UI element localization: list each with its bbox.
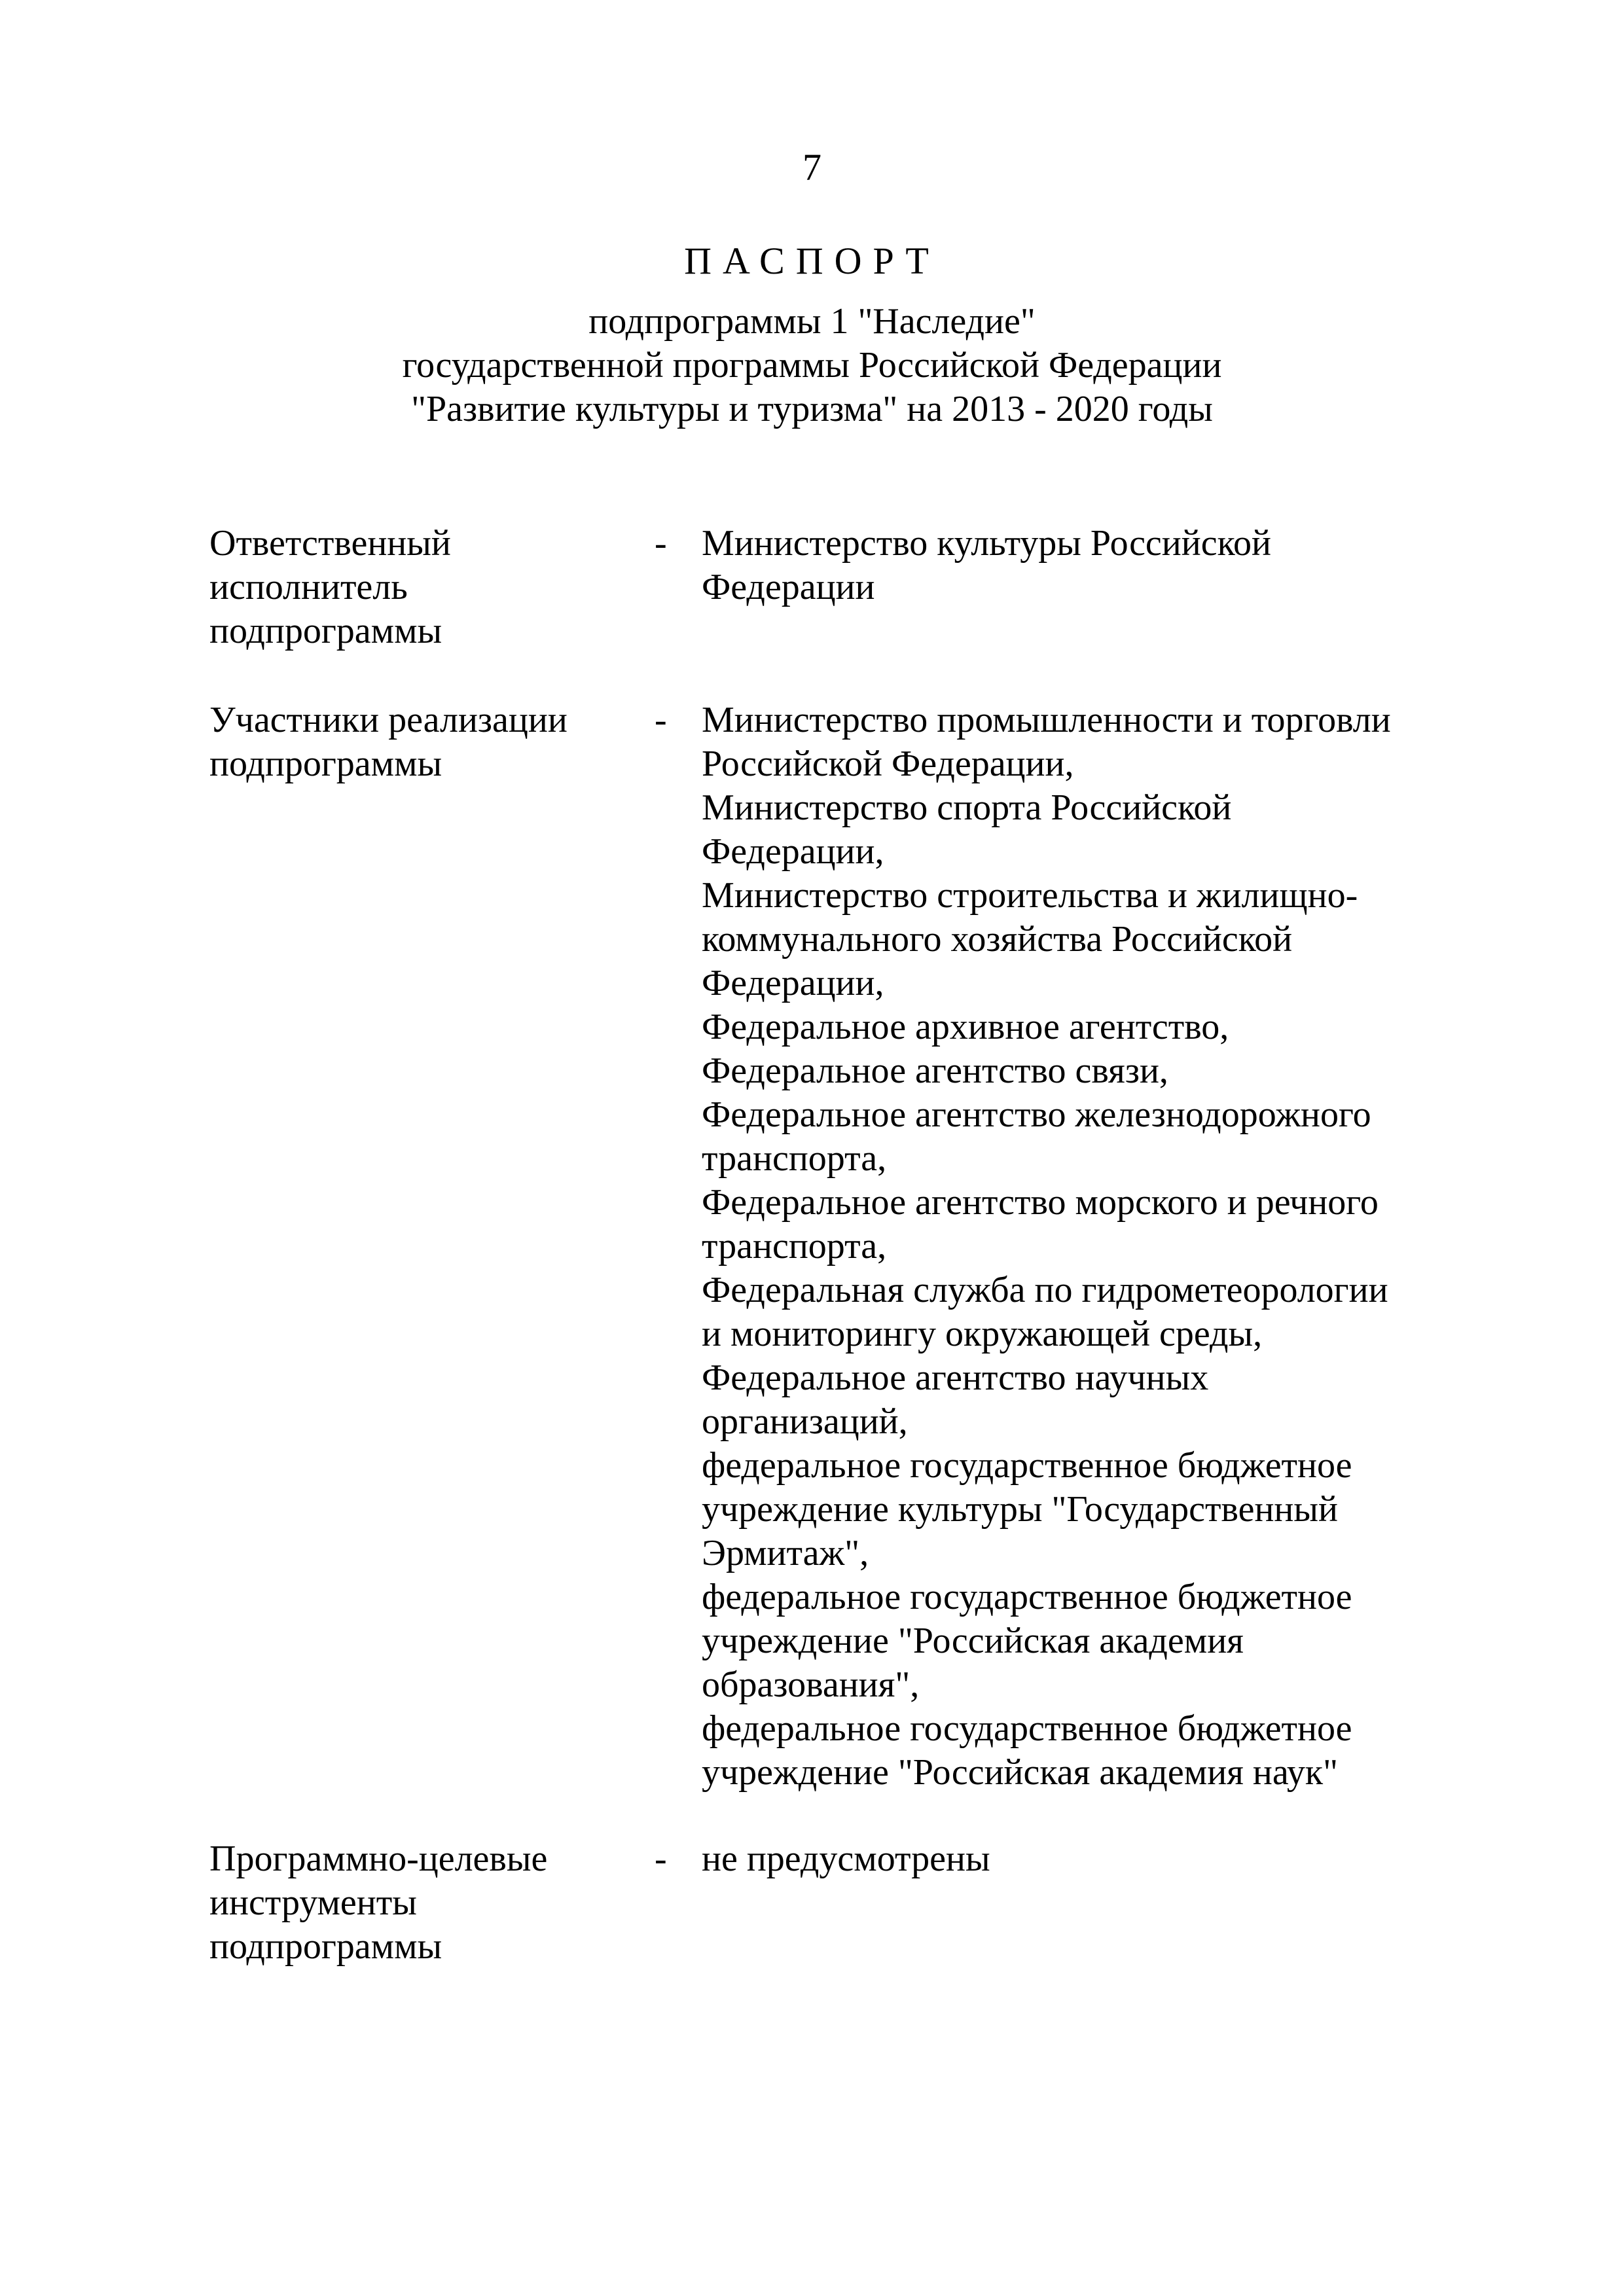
row-dash: - — [655, 523, 667, 564]
row-responsible-executor — [209, 522, 1440, 698]
row-dash: - — [655, 1839, 667, 1879]
value-line: Министерство спорта Российской — [702, 787, 1232, 828]
label-line: подпрограммы — [209, 744, 442, 784]
row-label — [209, 1837, 628, 1969]
value-line: учреждение "Российская академия — [702, 1621, 1244, 1661]
row-label — [209, 698, 628, 786]
subtitle-line: "Развитие культуры и туризма" на 2013 - 2020 годы — [411, 389, 1213, 429]
value-line: Федеральная служба по гидрометеорологии — [702, 1270, 1388, 1310]
label-line: исполнитель — [209, 567, 408, 607]
document-subtitle — [0, 300, 1624, 431]
value-line: транспорта, — [702, 1226, 887, 1266]
row-value — [702, 698, 1440, 1795]
value-line: Министерство промышленности и торговли — [702, 700, 1391, 740]
value-line: Министерство культуры Российской — [702, 523, 1271, 564]
value-line: Федеральное агентство связи, — [702, 1050, 1168, 1091]
value-line: Федеральное архивное агентство, — [702, 1007, 1229, 1047]
value-line: Эрмитаж", — [702, 1533, 869, 1573]
value-line: федеральное государственное бюджетное — [702, 1577, 1352, 1617]
value-line: Федеральное агентство железнодорожного — [702, 1094, 1371, 1135]
document-title: ПАСПОРТ — [684, 240, 940, 282]
row-value — [702, 1837, 1440, 1881]
value-line: Федеральное агентство морского и речного — [702, 1182, 1379, 1223]
value-line: федеральное государственное бюджетное — [702, 1445, 1352, 1486]
label-line: Программно-целевые — [209, 1839, 548, 1879]
row-participants — [209, 698, 1440, 1837]
value-line: Российской Федерации, — [702, 744, 1074, 784]
label-line: подпрограммы — [209, 611, 442, 651]
value-line: федеральное государственное бюджетное — [702, 1708, 1352, 1749]
value-line: Федерации, — [702, 831, 884, 872]
label-line: подпрограммы — [209, 1926, 442, 1967]
value-line: Федерации, — [702, 963, 884, 1003]
value-line: Министерство строительства и жилищно- — [702, 875, 1358, 916]
value-line: учреждение "Российская академия наук" — [702, 1752, 1338, 1793]
value-line: учреждение культуры "Государственный — [702, 1489, 1338, 1530]
value-line: Федерации — [702, 567, 875, 607]
label-line: Участники реализации — [209, 700, 568, 740]
row-label — [209, 522, 628, 653]
page-number: 7 — [803, 146, 821, 188]
value-line: не предусмотрены — [702, 1839, 990, 1879]
row-value — [702, 522, 1440, 609]
value-line: транспорта, — [702, 1138, 887, 1179]
label-line: Ответственный — [209, 523, 451, 564]
passport-table — [209, 522, 1440, 1981]
subtitle-line: государственной программы Российской Федерации — [402, 345, 1222, 386]
row-program-target-instruments — [209, 1837, 1440, 1981]
value-line: организаций, — [702, 1401, 908, 1442]
value-line: коммунального хозяйства Российской — [702, 919, 1293, 960]
value-line: и мониторингу окружающей среды, — [702, 1314, 1263, 1354]
value-line: образования", — [702, 1664, 920, 1705]
subtitle-line: подпрограммы 1 "Наследие" — [588, 301, 1036, 342]
value-line: Федеральное агентство научных — [702, 1357, 1209, 1398]
label-line: инструменты — [209, 1882, 417, 1923]
row-dash: - — [655, 700, 667, 740]
